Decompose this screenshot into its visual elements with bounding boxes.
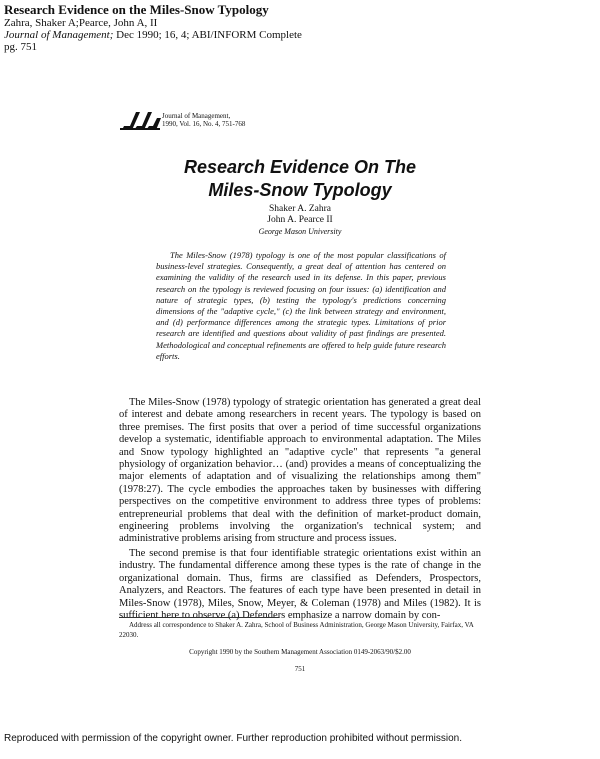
document-authors: Zahra, Shaker A;Pearce, John A, II — [4, 17, 158, 29]
journal-issue: Dec 1990; 16, 4; ABI/INFORM Complete — [113, 29, 302, 41]
footnote: Address all correspondence to Shaker A. Zahra, School of Business Administration, George Mason University, Fairfax, VA 22030. — [119, 621, 474, 639]
body-text — [119, 269, 481, 622]
page-number: 751 — [294, 665, 306, 673]
article-title-line2: Miles-Snow Typology — [208, 180, 392, 200]
author-block — [0, 204, 600, 237]
journal-logo-icon — [120, 108, 162, 132]
affiliation: George Mason University — [258, 227, 342, 236]
article-title — [0, 156, 600, 202]
journal-mark — [162, 112, 245, 128]
document-header — [4, 2, 302, 53]
document-source — [4, 29, 302, 41]
body-paragraph-1: The Miles-Snow (1978) typology of strategic orientation has generated a great deal of interest and debate among researchers in recent years. The typology is based on three premises. The first posits that over a period of time successful organizations develop a systematic, identifiable approach to environmental adaptation. The Miles and Snow typology highlighted an "adaptive cycle" that represents "a general physiology of organization behavior… (and) provides a means of conceptualizing the major elements of adaptation and of visualizing the relationships among them" (1978:27). The cycle embodies the approaches taken by businesses with differing perspectives on the competitive environment to address three types of problems: entrepreneurial problems that deal with the definition of market-product domain, engineering problems involving the organization's technical system; and administrative problems arising from structure and process issues. — [119, 397, 481, 545]
document-page: pg. 751 — [4, 41, 37, 53]
footnote-divider — [119, 617, 279, 618]
reproduction-notice: Reproduced with permission of the copyright owner. Further reproduction prohibited without permission. — [4, 733, 463, 744]
abstract: The Miles-Snow (1978) typology is one of the most popular classifications of business-level strategies. Consequently, a great deal of attention has centered on examining the validity of the research used in its defense. In this paper, previous research on the typology is reviewed focusing on four issues: (a) identification and nature of strategic types, (b) testing the typology's predictions concerning dimensions of the "adaptive cycle," (c) the link between strategy and environment, and (d) performance differences among the strategic types. Limitations of prior research are identified and questions about validity of past findings are presented. Methodological and conceptual refinements are offered to help guide future research efforts. — [156, 250, 446, 361]
journal-mark-name: Journal of Management, — [162, 112, 231, 120]
author-1: Shaker A. Zahra — [269, 204, 331, 214]
journal-name: Journal of Management; — [4, 29, 114, 41]
journal-mark-volume: 1990, Vol. 16, No. 4, 751-768 — [162, 120, 246, 128]
document-title: Research Evidence on the Miles-Snow Typology — [4, 2, 269, 17]
article-title-line1: Research Evidence On The — [183, 157, 417, 177]
body-paragraph-2: The second premise is that four identifiable strategic orientations exist within an industry. The fundamental difference among these types is the rate of change in the organizational domain. Thus, firms are classified as Defenders, Prospectors, Analyzers, and Reactors. The features of each type have been presented in detail in Miles-Snow (1978), Miles, Snow, Meyer, & Coleman (1978) and Miles (1982). It is sufficient here to observe (a) Defenders emphasize a narrow domain by con- — [119, 547, 481, 621]
author-2: John A. Pearce II — [267, 215, 333, 225]
copyright-line: Copyright 1990 by the Southern Management Association 0149-2063/90/$2.00 — [189, 648, 411, 656]
